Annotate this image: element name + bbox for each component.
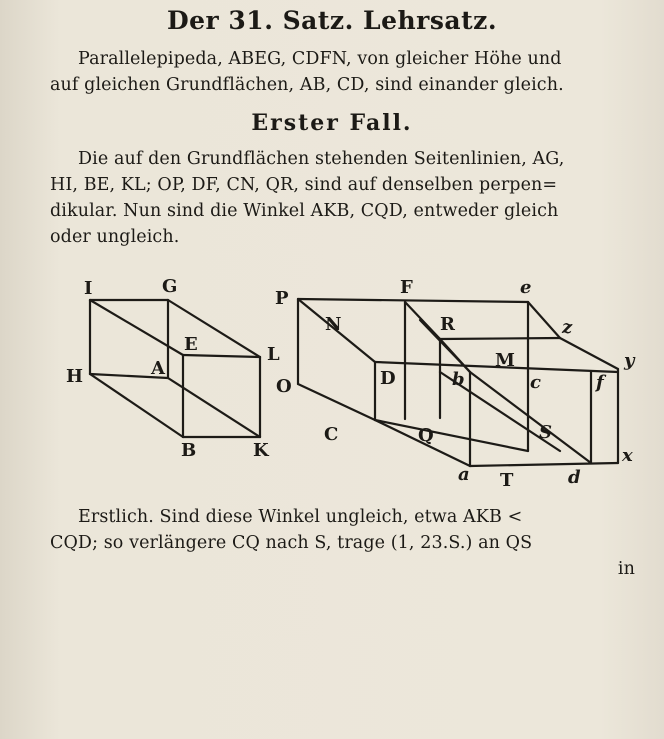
- figure-label: M: [495, 350, 515, 371]
- case-line: oder ungleich.: [50, 227, 180, 247]
- figure-label: d: [568, 467, 581, 488]
- figure-label: C: [324, 424, 339, 445]
- case-line: dikular. Nun sind die Winkel AKB, CQD, entweder gleich: [50, 201, 559, 221]
- statement-line: Parallelepipeda, ABEG, CDFN, von gleicher Höhe und: [78, 49, 562, 69]
- figure-label: B: [181, 440, 197, 461]
- case-line: Die auf den Grundflächen stehenden Seitenlinien, AG,: [78, 149, 565, 169]
- proof-paragraph: [50, 504, 650, 582]
- figure-label: H: [66, 366, 84, 387]
- figure-label: x: [622, 445, 633, 466]
- figure-label: N: [325, 314, 342, 335]
- case-line: HI, BE, KL; OP, DF, CN, QR, sind auf denselben perpen=: [50, 175, 558, 195]
- figure-label: z: [562, 317, 573, 338]
- figure-label: R: [440, 314, 455, 335]
- figure-label: f: [596, 372, 604, 393]
- proof-line: CQD; so verlängere CQ nach S, trage (1, 23.S.) an QS: [50, 533, 533, 553]
- proof-line: Erstlich. Sind diese Winkel ungleich, etwa AKB <: [78, 507, 523, 527]
- figure-label: T: [500, 470, 514, 491]
- figure-label: F: [400, 277, 413, 298]
- figure-label: a: [458, 464, 470, 485]
- figure-label: P: [275, 288, 289, 309]
- figure-label: K: [253, 440, 269, 461]
- figure-label: D: [380, 368, 396, 389]
- figure-label: E: [184, 334, 198, 355]
- figure-label: L: [267, 344, 280, 365]
- statement-line: auf gleichen Grundflächen, AB, CD, sind einander gleich.: [50, 75, 564, 95]
- figure-label: y: [624, 350, 635, 371]
- figure-label: I: [84, 278, 93, 299]
- theorem-title: Der 31. Satz. Lehrsatz.: [166, 6, 498, 35]
- figure-label: O: [276, 376, 292, 397]
- figure-label: Q: [418, 425, 434, 446]
- figure-label: b: [452, 369, 465, 390]
- figure-label: e: [520, 277, 532, 298]
- case-heading: Erster Fall.: [251, 110, 413, 136]
- figure-label: A: [151, 358, 165, 379]
- figure-label: c: [530, 372, 541, 393]
- figure-label: S: [539, 422, 552, 443]
- proof-line: in: [617, 559, 635, 579]
- figure-label: G: [162, 276, 178, 297]
- left-parallelepiped: [90, 300, 260, 437]
